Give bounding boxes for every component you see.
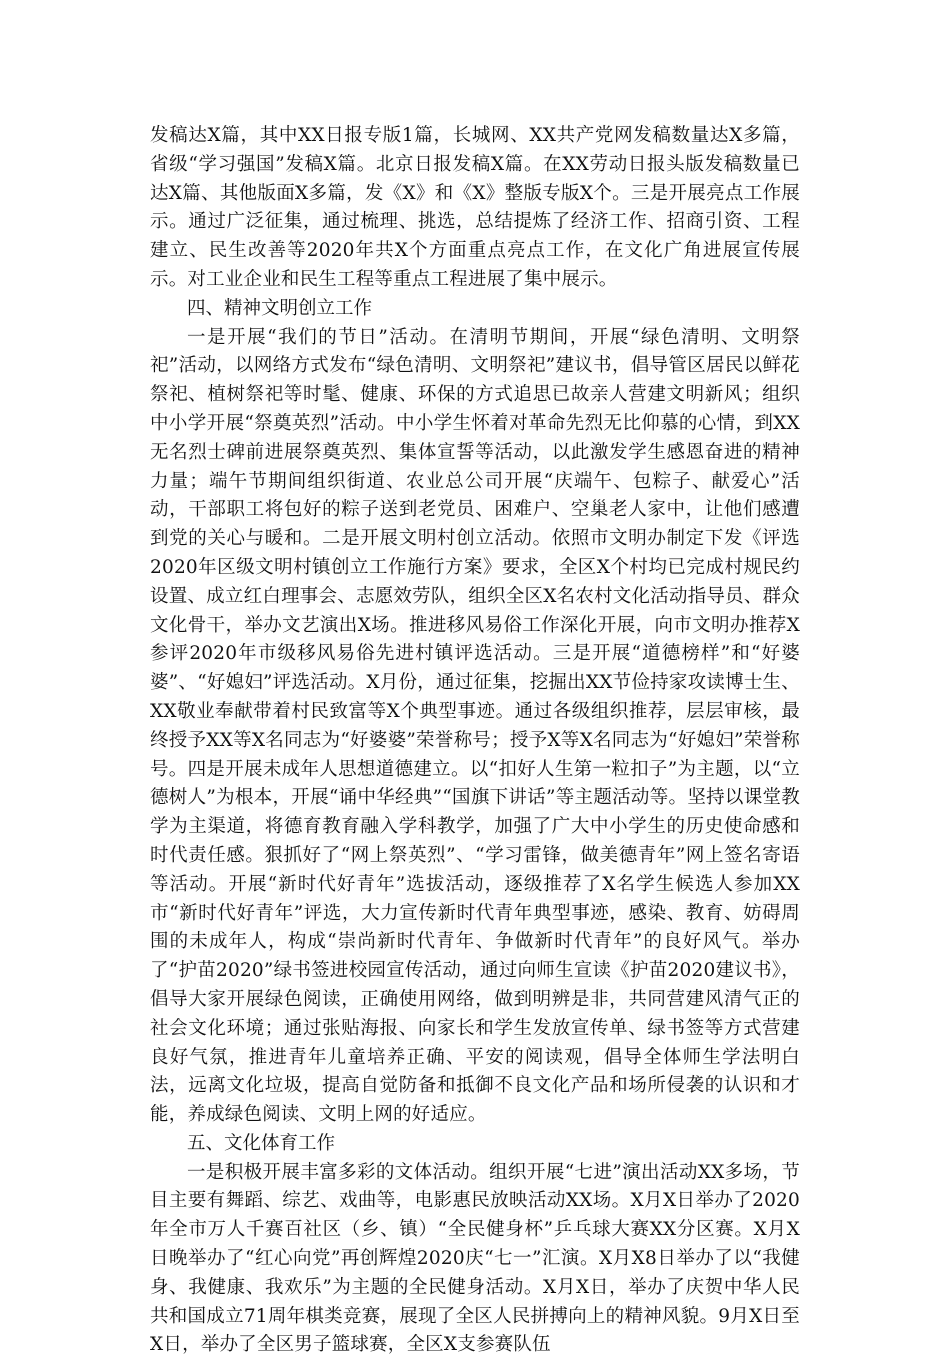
paragraph-culture-sports: 一是积极开展丰富多彩的文体活动。组织开展“七进”演出活动XX多场，节目主要有舞蹈、综艺、戏曲等，电影惠民放映活动XX场。X月X日举办了2020年全市万人千赛百社区（乡、镇）“全民健身杯”乒乓球大赛XX分区赛。X月X日晚举办了“红心向党”再创辉煌2020庆“七一”汇演。X月X8日举办了以“我健身、我健康、我欢乐”为主题的全民健身活动。X月X日，举办了庆贺中华人民共和国成立71周年棋类竞赛，展现了全区人民拼搏向上的精神风貌。9月X日至X日，举办了全区男子篮球赛，全区X支参赛队伍 xyxy=(150,1161,800,1356)
section-heading-4: 四、精神文明创立工作 xyxy=(187,297,373,319)
paragraph-continued: 发稿达X篇，其中XX日报专版1篇，长城网、XX共产党网发稿数量达X多篇，省级“学习强国”发稿X篇。北京日报发稿X篇。在XX劳动日报头版发稿数量已达X篇、其他版面X多篇，发《X》和《X》整版专版X个。三是开展亮点工作展示。通过广泛征集，通过梳理、挑选，总结提炼了经济工作、招商引资、工程建立、民生改善等2020年共X个方面重点亮点工作，在文化广角进展宣传展示。对工业企业和民生工程等重点工程进展了集中展示。 xyxy=(150,125,800,290)
section-heading-5: 五、文化体育工作 xyxy=(187,1132,336,1154)
document-page xyxy=(150,122,800,1360)
paragraph-spiritual-civilization: 一是开展“我们的节日”活动。在清明节期间，开展“绿色清明、文明祭祀”活动，以网络方式发布“绿色清明、文明祭祀”建议书，倡导管区居民以鲜花祭祀、植树祭祀等时髦、健康、环保的方式追思已故亲人营建文明新风；组织中小学开展“祭奠英烈”活动。中小学生怀着对革命先烈无比仰慕的心情，到XX无名烈士碑前进展祭奠英烈、集体宣誓等活动，以此激发学生感恩奋进的精神力量；端午节期间组织街道、农业总公司开展“庆端午、包粽子、献爱心”活动，干部职工将包好的粽子送到老党员、困难户、空巢老人家中，让他们感遭到党的关心与暖和。二是开展文明村创立活动。依照市文明办制定下发《评选2020年区级文明村镇创立工作施行方案》要求，全区X个村均已完成村规民约设置、成立红白理事会、志愿效劳队，组织全区X名农村文化活动指导员、群众文化骨干，举办文艺演出X场。推进移风易俗工作深化开展，向市文明办推荐X参评2020年市级移风易俗先进村镇评选活动。三是开展“道德榜样”和“好婆婆”、“好媳妇”评选活动。X月份，通过征集，挖掘出XX节俭持家攻读博士生、XX敬业奉献带着村民致富等X个典型事迹。通过各级组织推荐，层层审核，最终授予XX等X名同志为“好婆婆”荣誉称号；授予X等X名同志为“好媳妇”荣誉称号。四是开展未成年人思想道德建立。以“扣好人生第一粒扣子”为主题，以“立德树人”为根本，开展“诵中华经典”“国旗下讲话”等主题活动等。坚持以课堂教学为主渠道，将德育教育融入学科教学，加强了广大中小学生的历史使命感和时代责任感。狠抓好了“网上祭英烈”、“学习雷锋，做美德青年”网上签名寄语等活动。开展“新时代好青年”选拔活动，逐级推荐了X名学生候选人参加XX市“新时代好青年”评选，大力宣传新时代青年典型事迹，感染、教育、妨碍周围的未成年人，构成“崇尚新时代青年、争做新时代青年”的良好风气。举办了“护苗2020”绿书签进校园宣传活动，通过向师生宣读《护苗2020建议书》，倡导大家开展绿色阅读，正确使用网络，做到明辨是非，共同营建风清气正的社会文化环境；通过张贴海报、向家长和学生发放宣传单、绿书签等方式营建良好气氛，推进青年儿童培养正确、平安的阅读观，倡导全体师生学法明白法，远离文化垃圾，提高自觉防备和抵御不良文化产品和场所侵袭的认识和才能，养成绿色阅读、文明上网的好适应。 xyxy=(150,326,800,1126)
